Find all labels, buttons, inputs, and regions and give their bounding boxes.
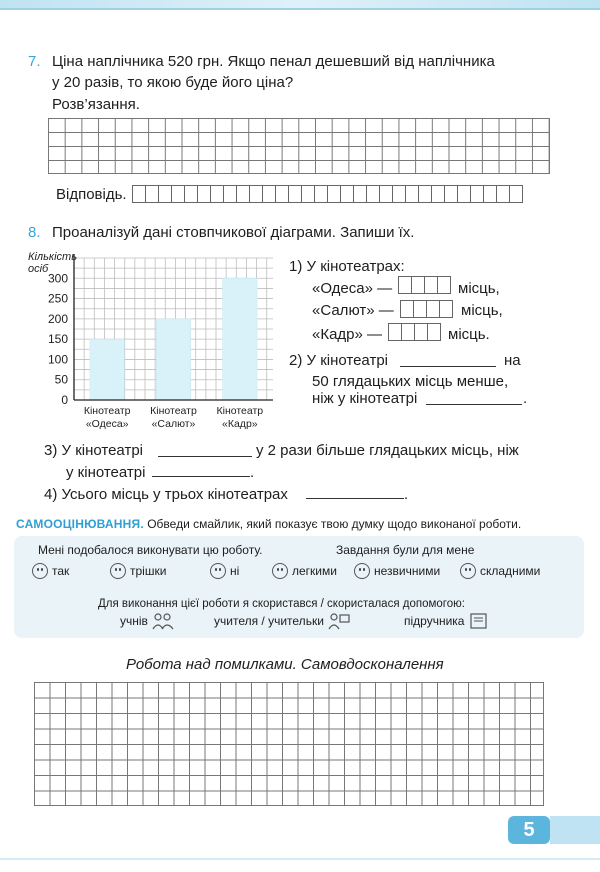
- y-tick-label: 150: [47, 332, 68, 347]
- option-easy-label: легкими: [292, 564, 337, 578]
- tasks-label: Завдання були для мене: [336, 543, 475, 557]
- page-number-strip: [550, 816, 600, 844]
- category-label: «Одеса»: [85, 418, 129, 430]
- thinking-smiley-icon[interactable]: [460, 563, 476, 579]
- neutral-smiley-icon[interactable]: [110, 563, 126, 579]
- chart-category-labels: [84, 405, 263, 430]
- y-tick-label: 50: [54, 372, 68, 387]
- task7-number: 7.: [28, 53, 41, 70]
- q1-intro: 1) У кінотеатрах:: [289, 258, 405, 275]
- chart-bar: [223, 278, 257, 400]
- teacher-icon: [328, 612, 350, 630]
- help-teacher[interactable]: [214, 612, 350, 630]
- page-number: 5: [508, 816, 550, 844]
- textbook-icon: [468, 612, 490, 630]
- bar-chart: [22, 248, 284, 434]
- q3-blank1[interactable]: [158, 456, 252, 457]
- q4-blank[interactable]: [306, 498, 404, 499]
- top-decor-bar: [0, 0, 600, 8]
- help-textbook-label: підручника: [404, 614, 465, 628]
- option-no[interactable]: [210, 563, 239, 579]
- happy-smiley-icon[interactable]: [272, 563, 288, 579]
- chart-tick-labels: [48, 271, 68, 407]
- category-label: «Кадр»: [222, 418, 258, 430]
- help-students[interactable]: [120, 612, 174, 630]
- happy-smiley-icon[interactable]: [32, 563, 48, 579]
- q1-odesa-cells[interactable]: [398, 276, 450, 294]
- help-label: Для виконання цієї роботи я скористався / скористалася допомогою:: [98, 598, 465, 610]
- chart-bars: [90, 278, 257, 400]
- q3-line1-a: 3) У кінотеатрі: [44, 442, 143, 459]
- neutral-smiley-icon[interactable]: [354, 563, 370, 579]
- q2-line1-b: на: [504, 352, 521, 369]
- liked-label: Мені подобалося виконувати цю роботу.: [38, 543, 263, 557]
- option-unusual[interactable]: [354, 563, 440, 579]
- sad-smiley-icon[interactable]: [210, 563, 226, 579]
- help-students-label: учнів: [120, 614, 148, 628]
- students-icon: [152, 612, 174, 630]
- y-tick-label: 200: [47, 311, 68, 326]
- q2-line1-a: 2) У кінотеатрі: [289, 352, 388, 369]
- option-little[interactable]: [110, 563, 166, 579]
- q2-blank2[interactable]: [426, 404, 522, 405]
- help-textbook[interactable]: [404, 612, 490, 630]
- q4-period: .: [404, 486, 409, 503]
- q3-blank2[interactable]: [152, 476, 250, 477]
- errors-grid[interactable]: [34, 682, 544, 806]
- option-no-label: ні: [230, 564, 240, 578]
- category-label: Кінотеатр: [150, 405, 197, 417]
- q1-kadr-unit: місць.: [448, 326, 490, 343]
- y-tick-label: 300: [47, 271, 68, 286]
- ylabel-line: осіб: [28, 263, 49, 275]
- solution-grid[interactable]: [48, 118, 550, 174]
- option-yes[interactable]: [32, 563, 69, 579]
- task7-line1: Ціна наплічника 520 грн. Якщо пенал дешевший від наплічника: [52, 53, 495, 70]
- option-unusual-label: незвичними: [374, 564, 441, 578]
- y-tick-label: 100: [47, 352, 68, 367]
- option-hard-label: складними: [480, 564, 541, 578]
- q1-odesa-label: «Одеса» —: [312, 280, 393, 297]
- ylabel-line: Кількість: [28, 251, 78, 263]
- q1-kadr-label: «Кадр» —: [312, 326, 383, 343]
- q2-line3: ніж у кінотеатрі: [312, 390, 418, 407]
- category-label: Кінотеатр: [216, 405, 264, 417]
- y-tick-label: 0: [61, 393, 68, 407]
- q2-blank1[interactable]: [400, 366, 496, 367]
- y-tick-label: 250: [47, 291, 68, 306]
- q2-line2: 50 глядацьких місць менше,: [312, 373, 509, 390]
- q1-salut-unit: місць,: [461, 302, 503, 319]
- task8-number: 8.: [28, 224, 41, 241]
- chart-bar: [156, 319, 190, 400]
- q1-salut-cells[interactable]: [400, 300, 452, 318]
- self-assessment-header: [16, 517, 521, 531]
- option-hard[interactable]: [460, 563, 540, 579]
- errors-section-title: Робота над помилками. Самовдосконалення: [126, 656, 444, 673]
- help-teacher-label: учителя / учительки: [214, 614, 324, 628]
- q4-text: 4) Усього місць у трьох кінотеатрах: [44, 486, 288, 503]
- q1-kadr-cells[interactable]: [388, 323, 440, 341]
- q1-odesa-unit: місць,: [458, 280, 500, 297]
- q2-period: .: [523, 390, 528, 407]
- q1-salut-label: «Салют» —: [312, 302, 394, 319]
- bottom-decor-line: [0, 858, 600, 860]
- self-assessment-title: САМООЦІНЮВАННЯ.: [16, 517, 144, 531]
- q3-line1-b: у 2 рази більше глядацьких місць, ніж: [256, 442, 519, 459]
- top-decor-line: [0, 8, 600, 10]
- task7-line2: у 20 разів, то якою буде його ціна?: [52, 74, 294, 91]
- option-little-label: трішки: [130, 564, 167, 578]
- answer-cells[interactable]: [132, 185, 522, 203]
- category-label: Кінотеатр: [83, 405, 131, 417]
- option-easy[interactable]: [272, 563, 337, 579]
- category-label: «Салют»: [151, 418, 196, 430]
- self-assessment-instruction: Обведи смайлик, який показує твою думку щодо виконаної роботи.: [147, 517, 522, 531]
- option-yes-label: так: [52, 564, 70, 578]
- q3-period: .: [250, 464, 255, 481]
- task8-text: Проаналізуй дані стовпчикової діаграми. Запиши їх.: [52, 224, 415, 241]
- solution-label: Розв’язання.: [52, 96, 140, 113]
- q3-line2: у кінотеатрі: [66, 464, 146, 481]
- chart-bar: [90, 339, 124, 400]
- answer-label: Відповідь.: [56, 186, 127, 203]
